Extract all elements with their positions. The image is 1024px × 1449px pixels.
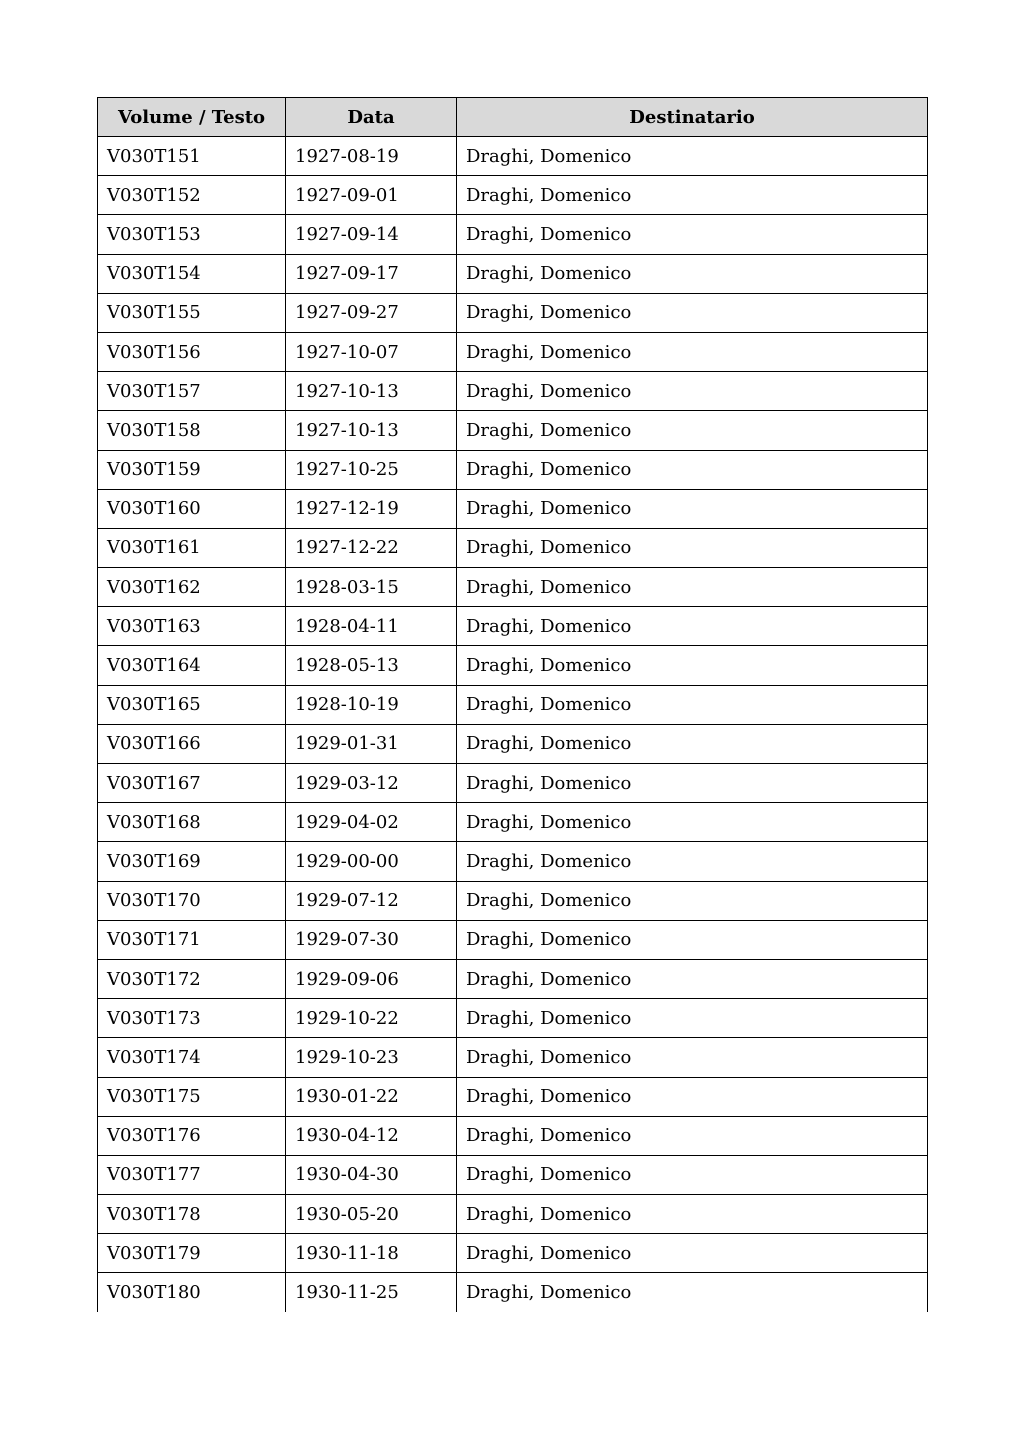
table-row xyxy=(98,646,928,685)
volume-testo-cell: V030T169 xyxy=(98,842,286,881)
volume-testo-cell: V030T161 xyxy=(98,528,286,567)
volume-testo-cell: V030T177 xyxy=(98,1155,286,1194)
volume-testo-cell: V030T175 xyxy=(98,1077,286,1116)
column-header-data: Data xyxy=(286,98,457,137)
destinatario-cell: Draghi, Domenico xyxy=(457,881,928,920)
destinatario-cell: Draghi, Domenico xyxy=(457,842,928,881)
destinatario-cell: Draghi, Domenico xyxy=(457,137,928,176)
destinatario-cell: Draghi, Domenico xyxy=(457,803,928,842)
data-cell: 1930-01-22 xyxy=(286,1077,457,1116)
volume-testo-cell: V030T166 xyxy=(98,724,286,763)
header-row xyxy=(98,98,928,137)
table-row xyxy=(98,489,928,528)
destinatario-cell: Draghi, Domenico xyxy=(457,176,928,215)
table-row xyxy=(98,254,928,293)
data-cell: 1930-11-25 xyxy=(286,1273,457,1312)
volume-testo-cell: V030T180 xyxy=(98,1273,286,1312)
table-row xyxy=(98,450,928,489)
data-cell: 1927-10-13 xyxy=(286,372,457,411)
destinatario-cell: Draghi, Domenico xyxy=(457,215,928,254)
data-cell: 1928-05-13 xyxy=(286,646,457,685)
volume-testo-cell: V030T174 xyxy=(98,1038,286,1077)
destinatario-cell: Draghi, Domenico xyxy=(457,764,928,803)
volume-testo-cell: V030T154 xyxy=(98,254,286,293)
data-cell: 1927-08-19 xyxy=(286,137,457,176)
volume-testo-cell: V030T158 xyxy=(98,411,286,450)
table-row xyxy=(98,1155,928,1194)
data-cell: 1929-10-22 xyxy=(286,999,457,1038)
table-row xyxy=(98,293,928,332)
volume-testo-cell: V030T163 xyxy=(98,607,286,646)
volume-testo-cell: V030T168 xyxy=(98,803,286,842)
volume-testo-cell: V030T165 xyxy=(98,685,286,724)
table-row xyxy=(98,372,928,411)
table-row xyxy=(98,1116,928,1155)
data-cell: 1930-04-30 xyxy=(286,1155,457,1194)
data-cell: 1927-12-22 xyxy=(286,528,457,567)
destinatario-cell: Draghi, Domenico xyxy=(457,568,928,607)
data-cell: 1927-12-19 xyxy=(286,489,457,528)
volume-testo-cell: V030T160 xyxy=(98,489,286,528)
table-row xyxy=(98,1195,928,1234)
data-cell: 1930-11-18 xyxy=(286,1234,457,1273)
data-cell: 1927-09-14 xyxy=(286,215,457,254)
volume-testo-cell: V030T156 xyxy=(98,332,286,371)
destinatario-cell: Draghi, Domenico xyxy=(457,1273,928,1312)
destinatario-cell: Draghi, Domenico xyxy=(457,293,928,332)
volume-testo-cell: V030T178 xyxy=(98,1195,286,1234)
table-row xyxy=(98,137,928,176)
volume-testo-cell: V030T171 xyxy=(98,920,286,959)
destinatario-cell: Draghi, Domenico xyxy=(457,1195,928,1234)
letters-register-table xyxy=(97,97,928,1312)
volume-testo-cell: V030T152 xyxy=(98,176,286,215)
destinatario-cell: Draghi, Domenico xyxy=(457,724,928,763)
destinatario-cell: Draghi, Domenico xyxy=(457,528,928,567)
destinatario-cell: Draghi, Domenico xyxy=(457,450,928,489)
table-row xyxy=(98,999,928,1038)
volume-testo-cell: V030T164 xyxy=(98,646,286,685)
destinatario-cell: Draghi, Domenico xyxy=(457,1116,928,1155)
destinatario-cell: Draghi, Domenico xyxy=(457,646,928,685)
data-cell: 1927-09-01 xyxy=(286,176,457,215)
volume-testo-cell: V030T153 xyxy=(98,215,286,254)
data-cell: 1929-01-31 xyxy=(286,724,457,763)
volume-testo-cell: V030T176 xyxy=(98,1116,286,1155)
volume-testo-cell: V030T159 xyxy=(98,450,286,489)
volume-testo-cell: V030T151 xyxy=(98,137,286,176)
data-cell: 1929-07-12 xyxy=(286,881,457,920)
volume-testo-cell: V030T173 xyxy=(98,999,286,1038)
data-cell: 1929-03-12 xyxy=(286,764,457,803)
table-row xyxy=(98,528,928,567)
volume-testo-cell: V030T162 xyxy=(98,568,286,607)
destinatario-cell: Draghi, Domenico xyxy=(457,372,928,411)
data-cell: 1927-10-13 xyxy=(286,411,457,450)
volume-testo-cell: V030T170 xyxy=(98,881,286,920)
data-cell: 1927-09-27 xyxy=(286,293,457,332)
volume-testo-cell: V030T157 xyxy=(98,372,286,411)
data-cell: 1927-10-07 xyxy=(286,332,457,371)
table-row xyxy=(98,411,928,450)
destinatario-cell: Draghi, Domenico xyxy=(457,489,928,528)
data-cell: 1929-07-30 xyxy=(286,920,457,959)
table-row xyxy=(98,1234,928,1273)
table-row xyxy=(98,607,928,646)
volume-testo-cell: V030T167 xyxy=(98,764,286,803)
data-cell: 1929-00-00 xyxy=(286,842,457,881)
data-cell: 1929-04-02 xyxy=(286,803,457,842)
destinatario-cell: Draghi, Domenico xyxy=(457,411,928,450)
table-row xyxy=(98,568,928,607)
table-row xyxy=(98,803,928,842)
destinatario-cell: Draghi, Domenico xyxy=(457,1077,928,1116)
destinatario-cell: Draghi, Domenico xyxy=(457,1155,928,1194)
column-header-destinatario: Destinatario xyxy=(457,98,928,137)
table-row xyxy=(98,332,928,371)
destinatario-cell: Draghi, Domenico xyxy=(457,1234,928,1273)
destinatario-cell: Draghi, Domenico xyxy=(457,920,928,959)
destinatario-cell: Draghi, Domenico xyxy=(457,1038,928,1077)
table-row xyxy=(98,1077,928,1116)
data-cell: 1928-10-19 xyxy=(286,685,457,724)
destinatario-cell: Draghi, Domenico xyxy=(457,999,928,1038)
table-body xyxy=(98,137,928,1313)
table-row xyxy=(98,685,928,724)
table-row xyxy=(98,1273,928,1312)
table-row xyxy=(98,881,928,920)
column-header-volume-testo: Volume / Testo xyxy=(98,98,286,137)
data-cell: 1929-09-06 xyxy=(286,959,457,998)
table-row xyxy=(98,1038,928,1077)
data-cell: 1928-03-15 xyxy=(286,568,457,607)
data-cell: 1927-09-17 xyxy=(286,254,457,293)
destinatario-cell: Draghi, Domenico xyxy=(457,685,928,724)
volume-testo-cell: V030T179 xyxy=(98,1234,286,1273)
table-row xyxy=(98,215,928,254)
data-cell: 1930-05-20 xyxy=(286,1195,457,1234)
destinatario-cell: Draghi, Domenico xyxy=(457,959,928,998)
table-row xyxy=(98,959,928,998)
data-cell: 1929-10-23 xyxy=(286,1038,457,1077)
destinatario-cell: Draghi, Domenico xyxy=(457,332,928,371)
table-row xyxy=(98,176,928,215)
volume-testo-cell: V030T172 xyxy=(98,959,286,998)
data-cell: 1930-04-12 xyxy=(286,1116,457,1155)
data-cell: 1928-04-11 xyxy=(286,607,457,646)
table-row xyxy=(98,724,928,763)
table-row xyxy=(98,842,928,881)
destinatario-cell: Draghi, Domenico xyxy=(457,254,928,293)
table-row xyxy=(98,764,928,803)
destinatario-cell: Draghi, Domenico xyxy=(457,607,928,646)
table-header xyxy=(98,98,928,137)
table-row xyxy=(98,920,928,959)
data-cell: 1927-10-25 xyxy=(286,450,457,489)
volume-testo-cell: V030T155 xyxy=(98,293,286,332)
